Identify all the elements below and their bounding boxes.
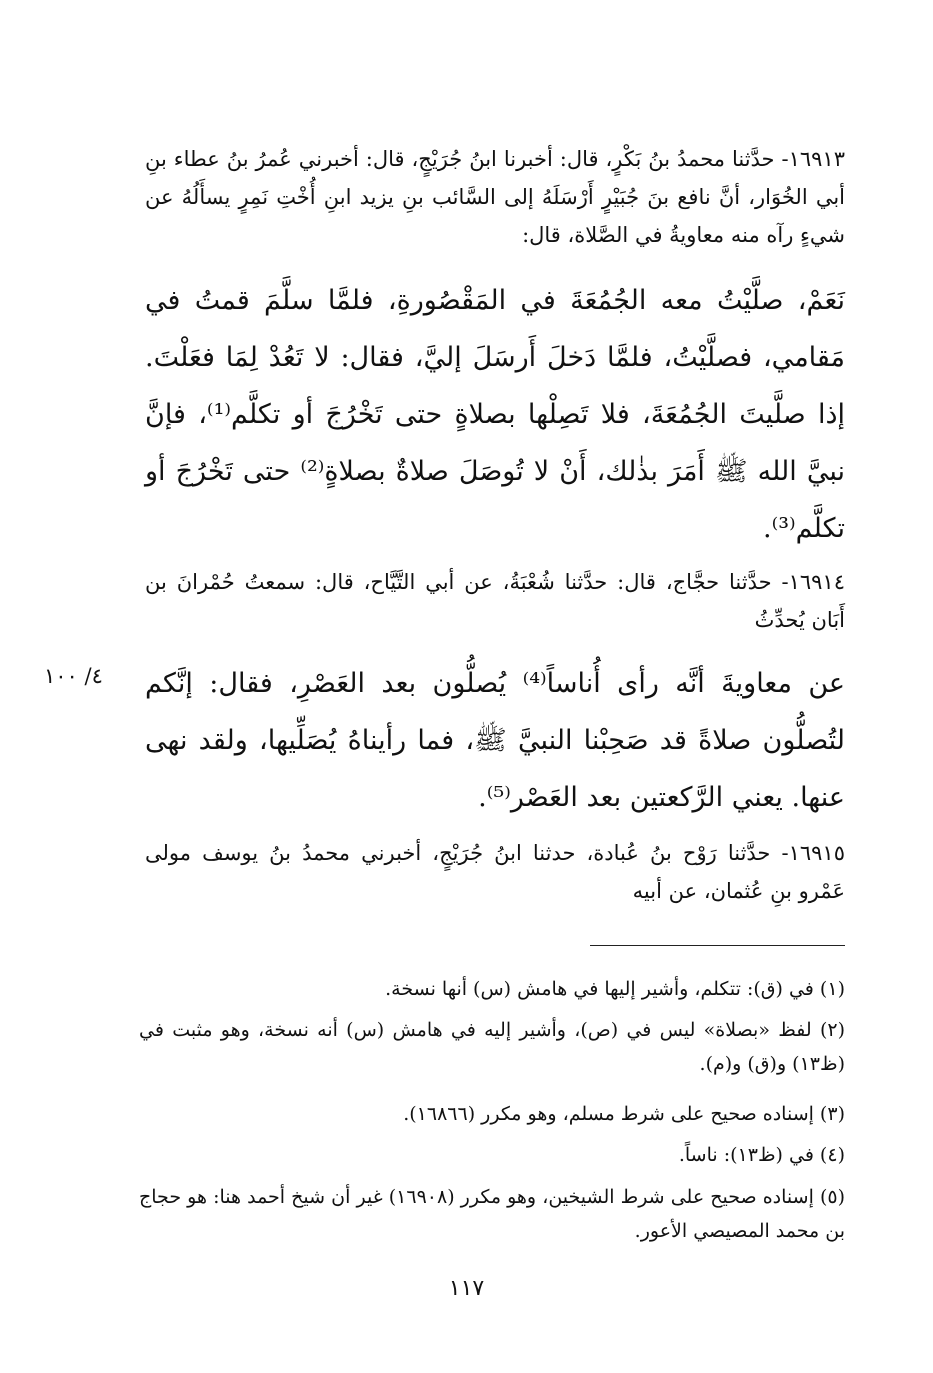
footnote-5: (٥) إسناده صحيح على شرط الشيخين، وهو مكرر (١٦٩٠٨) غير أن شيخ أحمد هنا: هو حجاج بن محمد المصيصي الأعور. [139,1186,845,1242]
footnote-1: (١) في (ق): تتكلم، وأشير إليها في هامش (س) أنها نسخة. [385,978,845,1000]
hadith-16913-matn: نَعَمْ، صلَّيْتُ معه الجُمُعَةَ في المَقْصُورةِ، فلمَّا سلَّمَ قمتُ في مَقامي، فصلَّيْتُ، فلمَّا دَخلَ أَرسَلَ إليَّ، فقال: لا تَعُدْ لِمَا فعَلْتَ. إذا صلَّيتَ الجُمُعَةَ، فلا تَصِلْها بصلاةٍ حتى تَخْرُجَ أو تكلَّم⁽¹⁾، فإنَّ نبيَّ الله ﷺ أَمَرَ بذٰلك، أَنْ لا تُوصَلَ صلاةٌ بصلاةٍ⁽²⁾ حتى تَخْرُجَ أو تكلَّم⁽³⁾. [145,285,846,544]
footnote-separator [590,945,845,946]
hadith-16915-isnad: ١٦٩١٥- حدَّثنا رَوْح بنُ عُبادة، حدثنا ابنُ جُرَيْجٍ، أخبرني محمدُ بنُ يوسف مولى عَمْرو بنِ عُثمان، عن أبيه [145,841,845,903]
footnote-3: (٣) إسناده صحيح على شرط مسلم، وهو مكرر (١٦٨٦٦). [403,1103,845,1125]
hadith-16914-isnad: ١٦٩١٤- حدَّثنا حجَّاج، قال: حدَّثنا شُعْبَةُ، عن أبي التَّيَّاح، قال: سمعتُ حُمْرانَ بن أَبَان يُحدِّثُ [145,570,845,632]
page-number: ١١٧ [448,1276,485,1301]
hadith-16914-matn: عن معاويةَ أنَّه رأى أُناساً⁽⁴⁾ يُصلُّون بعد العَصْرِ، فقال: إنَّكم لتُصلُّون صلاةً قد صَحِبْنا النبيَّ ﷺ، فما رأيناهُ يُصَلِّيها، ولقد نهى عنها. يعني الرَّكعتين بعد العَصْر⁽⁵⁾. [145,668,845,813]
footnote-4: (٤) في (ظ١٣): ناساً. [678,1144,845,1166]
hadith-16913-isnad: ١٦٩١٣- حدَّثنا محمدُ بنُ بَكْرٍ، قال: أخبرنا ابنُ جُرَيْجٍ، قال: أخبرني عُمرُ بنُ عطاء بنِ أبي الخُوَار، أنَّ نافع بنَ جُبَيْرٍ أَرْسَلَهُ إلى السَّائب بنِ يزيد ابنِ أُخْتِ نَمِرٍ يسأَلُهُ عن شيءٍ رآه منه معاويةُ في الصَّلاة، قال: [145,147,845,247]
footnote-2: (٢) لفظ «بصلاة» ليس في (ص)، وأشير إليه في هامش (س) أنه نسخة، وهو مثبت في (ظ١٣) و(ق) و(م). [139,1019,845,1075]
marginal-volume-page-reference: ٤/ ١٠٠ [44,664,103,688]
